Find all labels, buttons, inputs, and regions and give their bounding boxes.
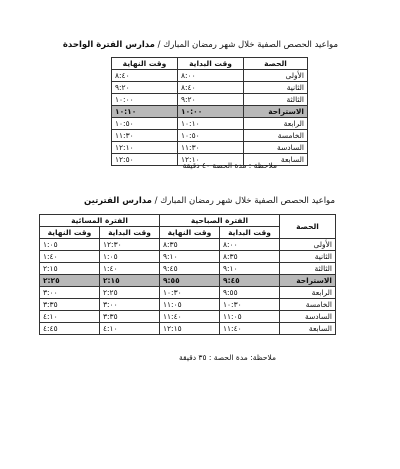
start-time-cell: ٨:٠٠ <box>178 70 244 82</box>
morning-start-cell: ٩:١٠ <box>220 263 280 275</box>
table-row <box>112 130 308 142</box>
period-cell: الاستراحة <box>280 275 336 287</box>
start-time-cell: ٨:٤٠ <box>178 82 244 94</box>
header-morning-end: وقت النهاية <box>159 227 219 239</box>
header-period: الحصة <box>244 58 308 70</box>
header-period: الحصة <box>280 215 336 239</box>
table-row <box>39 263 335 275</box>
end-time-cell: ١٠:٥٠ <box>112 118 178 130</box>
evening-start-cell: ١٢:٣٠ <box>99 239 159 251</box>
period-cell: السابعة <box>244 154 308 166</box>
evening-end-cell: ٤:٤٥ <box>39 323 99 335</box>
schedule-two-header-row-1 <box>39 215 335 227</box>
schedule-one-table <box>111 57 308 166</box>
table-row <box>39 239 335 251</box>
period-cell: السابعة <box>280 323 336 335</box>
period-cell: الثانية <box>280 251 336 263</box>
evening-start-cell: ٣:٠٠ <box>99 299 159 311</box>
schedule-one-header-row <box>112 58 308 70</box>
header-morning-shift: الفترة الصباحية <box>159 215 279 227</box>
table-row <box>39 323 335 335</box>
evening-start-cell: ٢:١٥ <box>99 275 159 287</box>
table-row <box>112 142 308 154</box>
morning-end-cell: ١١:٠٥ <box>159 299 219 311</box>
schedule-one-title <box>63 40 338 50</box>
evening-end-cell: ٣:٣٥ <box>39 299 99 311</box>
schedule-two-title-bold: مدارس الفترتين <box>83 196 152 206</box>
start-time-cell: ١٠:٥٠ <box>178 130 244 142</box>
table-row <box>112 70 308 82</box>
break-row <box>112 106 308 118</box>
break-row <box>39 275 335 287</box>
period-cell: الأولى <box>244 70 308 82</box>
evening-end-cell: ٢:١٥ <box>39 263 99 275</box>
evening-end-cell: ١:٠٥ <box>39 239 99 251</box>
start-time-cell: ١٢:١٠ <box>178 154 244 166</box>
morning-end-cell: ١١:٤٠ <box>159 311 219 323</box>
schedule-one-title-bold: مدارس الفترة الواحدة <box>62 40 155 50</box>
morning-start-cell: ١١:٤٠ <box>220 323 280 335</box>
header-evening-start: وقت البداية <box>99 227 159 239</box>
evening-end-cell: ٢:٢٥ <box>39 275 99 287</box>
evening-start-cell: ٢:٢٥ <box>99 287 159 299</box>
morning-end-cell: ٨:٣٥ <box>159 239 219 251</box>
morning-end-cell: ٩:١٠ <box>159 251 219 263</box>
evening-end-cell: ١:٤٠ <box>39 251 99 263</box>
schedule-two-title-plain: مواعيد الحصص الصفية خلال شهر رمضان المبارك / <box>151 196 335 206</box>
period-cell: السادسة <box>244 142 308 154</box>
end-time-cell: ٨:٤٠ <box>112 70 178 82</box>
header-start: وقت البداية <box>178 58 244 70</box>
period-cell: الثالثة <box>280 263 336 275</box>
start-time-cell: ٩:٢٠ <box>178 94 244 106</box>
schedule-two-note: ملاحظة: مدة الحصة : ٣٥ دقيقة <box>179 353 276 362</box>
table-row <box>112 82 308 94</box>
table-row <box>112 118 308 130</box>
morning-start-cell: ٨:٣٥ <box>220 251 280 263</box>
start-time-cell: ١٠:٠٠ <box>178 106 244 118</box>
period-cell: السادسة <box>280 311 336 323</box>
morning-start-cell: ٩:٥٥ <box>220 287 280 299</box>
end-time-cell: ١٢:٥٠ <box>112 154 178 166</box>
table-row <box>39 287 335 299</box>
end-time-cell: ١٠:٠٠ <box>112 94 178 106</box>
table-row <box>39 299 335 311</box>
header-evening-end: وقت النهاية <box>39 227 99 239</box>
evening-start-cell: ١:٤٠ <box>99 263 159 275</box>
evening-start-cell: ٣:٣٥ <box>99 311 159 323</box>
end-time-cell: ١١:٣٠ <box>112 130 178 142</box>
morning-start-cell: ١١:٠٥ <box>220 311 280 323</box>
header-evening-shift: الفترة المسائية <box>39 215 159 227</box>
morning-start-cell: ١٠:٣٠ <box>220 299 280 311</box>
morning-end-cell: ٩:٤٥ <box>159 263 219 275</box>
period-cell: الثانية <box>244 82 308 94</box>
evening-start-cell: ٤:١٠ <box>99 323 159 335</box>
schedule-one-title-plain: مواعيد الحصص الصفية خلال شهر رمضان المبارك / <box>154 40 338 50</box>
morning-end-cell: ١٢:١٥ <box>159 323 219 335</box>
period-cell: الخامسة <box>244 130 308 142</box>
table-row <box>39 311 335 323</box>
schedule-two-table <box>39 214 336 335</box>
evening-end-cell: ٤:١٠ <box>39 311 99 323</box>
morning-end-cell: ١٠:٣٠ <box>159 287 219 299</box>
table-row <box>39 251 335 263</box>
period-cell: الاستراحة <box>244 106 308 118</box>
period-cell: الخامسة <box>280 299 336 311</box>
start-time-cell: ١١:٣٠ <box>178 142 244 154</box>
header-end: وقت النهاية <box>112 58 178 70</box>
morning-start-cell: ٩:٤٥ <box>220 275 280 287</box>
table-row <box>112 94 308 106</box>
end-time-cell: ١٠:١٠ <box>112 106 178 118</box>
end-time-cell: ٩:٢٠ <box>112 82 178 94</box>
morning-start-cell: ٨:٠٠ <box>220 239 280 251</box>
period-cell: الأولى <box>280 239 336 251</box>
start-time-cell: ١٠:١٠ <box>178 118 244 130</box>
schedule-two-title <box>84 196 335 206</box>
end-time-cell: ١٢:١٠ <box>112 142 178 154</box>
evening-start-cell: ١:٠٥ <box>99 251 159 263</box>
schedule-one-note: ملاحظة : مدة الحصة ٤٠ دقيقة <box>182 161 277 170</box>
period-cell: الرابعة <box>244 118 308 130</box>
period-cell: الرابعة <box>280 287 336 299</box>
period-cell: الثالثة <box>244 94 308 106</box>
morning-end-cell: ٩:٥٥ <box>159 275 219 287</box>
evening-end-cell: ٣:٠٠ <box>39 287 99 299</box>
header-morning-start: وقت البداية <box>220 227 280 239</box>
